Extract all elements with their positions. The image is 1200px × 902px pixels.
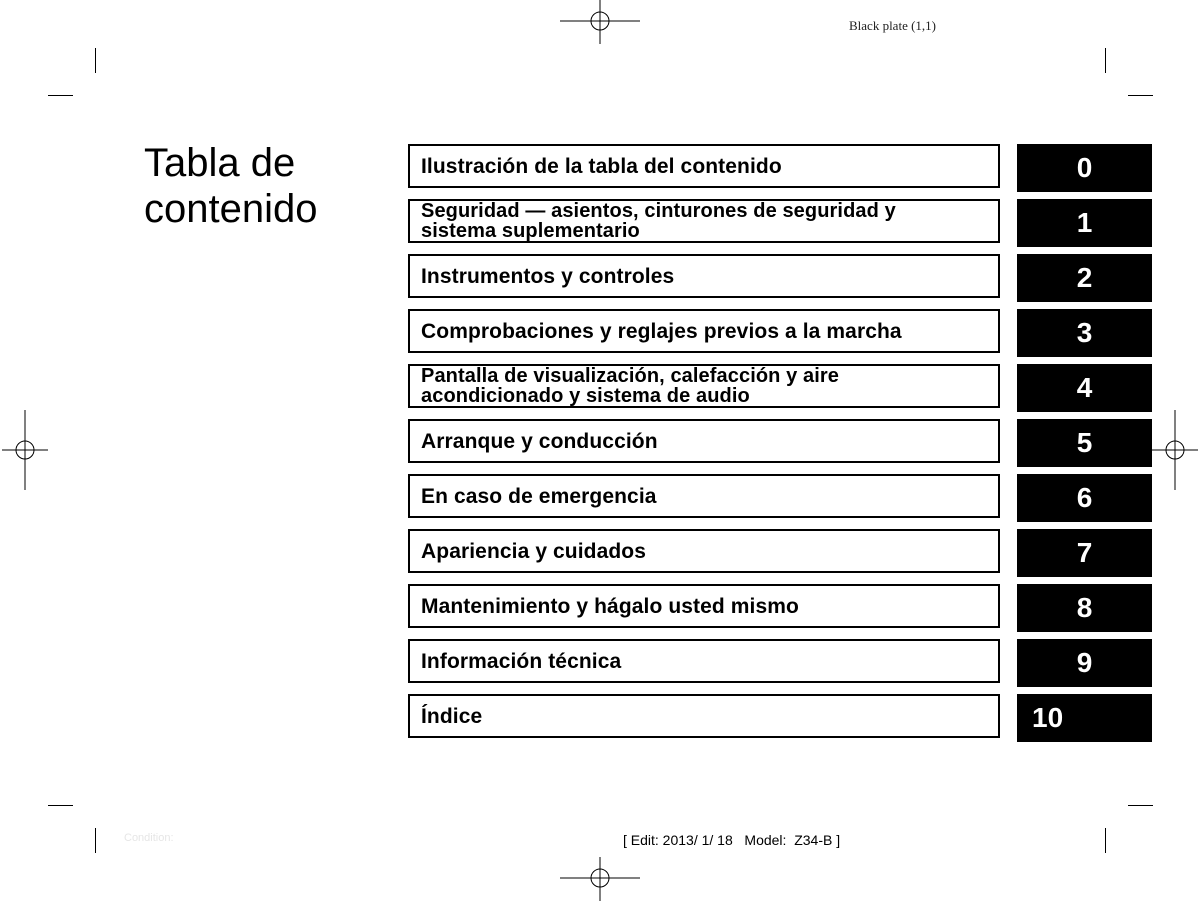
crop-mark-icon	[1105, 828, 1106, 853]
footer-edit-info: [ Edit: 2013/ 1/ 18 Model: Z34-B ]	[623, 832, 841, 848]
chapter-link-6[interactable]: En caso de emergencia	[408, 474, 1000, 518]
chapter-link-5[interactable]: Arranque y conducción	[408, 419, 1000, 463]
chapter-tab-1[interactable]: 1	[1017, 199, 1152, 247]
crop-mark-icon	[95, 828, 96, 853]
crop-mark-icon	[1105, 48, 1106, 73]
chapter-link-4[interactable]: Pantalla de visualización, calefacción y aire acondicionado y sistema de audio	[408, 364, 1000, 408]
chapter-tab-2[interactable]: 2	[1017, 254, 1152, 302]
chapter-link-0[interactable]: Ilustración de la tabla del contenido	[408, 144, 1000, 188]
chapter-link-2[interactable]: Instrumentos y controles	[408, 254, 1000, 298]
crop-mark-icon	[1128, 805, 1153, 806]
chapter-tab-4[interactable]: 4	[1017, 364, 1152, 412]
crop-mark-icon	[1128, 95, 1153, 96]
crop-mark-icon	[95, 48, 96, 73]
chapter-tab-9[interactable]: 9	[1017, 639, 1152, 687]
registration-mark-icon	[560, 857, 640, 902]
page-title-line1: Tabla de	[144, 141, 296, 185]
plate-label: Black plate (1,1)	[849, 18, 936, 33]
chapter-link-3[interactable]: Comprobaciones y reglajes previos a la marcha	[408, 309, 1000, 353]
chapter-tab-8[interactable]: 8	[1017, 584, 1152, 632]
chapter-link-8[interactable]: Mantenimiento y hágalo usted mismo	[408, 584, 1000, 628]
chapter-link-7[interactable]: Apariencia y cuidados	[408, 529, 1000, 573]
chapter-tab-10[interactable]: 10	[1017, 694, 1152, 742]
chapter-link-9[interactable]: Información técnica	[408, 639, 1000, 683]
registration-mark-icon	[2, 410, 48, 490]
registration-mark-icon	[1152, 410, 1198, 490]
footer-condition: Condition:	[124, 832, 174, 844]
chapter-tab-3[interactable]: 3	[1017, 309, 1152, 357]
crop-mark-icon	[48, 95, 73, 96]
chapter-link-10[interactable]: Índice	[408, 694, 1000, 738]
chapter-tab-6[interactable]: 6	[1017, 474, 1152, 522]
page-title-line2: contenido	[144, 187, 318, 231]
crop-mark-icon	[48, 805, 73, 806]
chapter-tab-5[interactable]: 5	[1017, 419, 1152, 467]
chapter-tab-0[interactable]: 0	[1017, 144, 1152, 192]
chapter-link-1[interactable]: Seguridad — asientos, cinturones de seguridad y sistema suplementario	[408, 199, 1000, 243]
registration-mark-icon	[560, 0, 640, 46]
chapter-tab-7[interactable]: 7	[1017, 529, 1152, 577]
page-title	[144, 140, 394, 232]
